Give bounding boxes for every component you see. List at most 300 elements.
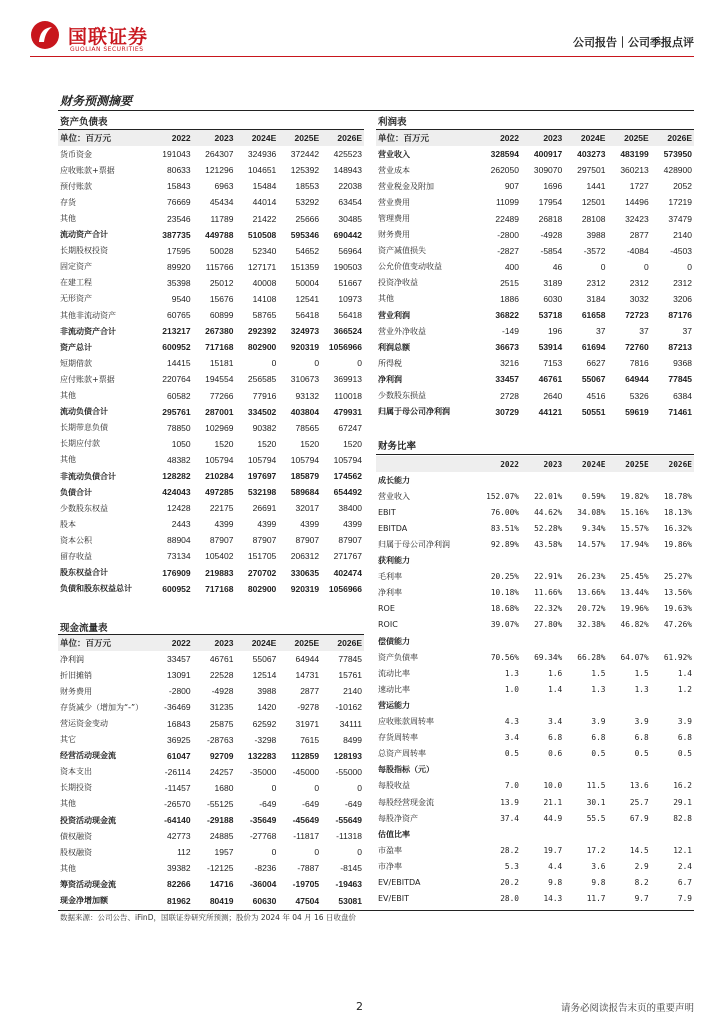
table-row [376,178,694,194]
cell-value: -19705 [292,879,320,890]
cell-value: 50028 [209,245,234,256]
cell-value: 30485 [338,213,362,224]
cell-value: 5326 [629,390,649,401]
cell-value: 0.5 [504,749,519,759]
cell-value: 46 [552,261,563,272]
cell-value: 1520 [343,438,362,449]
row-label: 财务费用 [60,686,92,696]
cell-value: 292392 [247,326,277,337]
cell-value: 33457 [495,374,519,385]
table-row [376,355,694,371]
cell-value: 0 [314,847,320,858]
cell-value: 25875 [209,718,234,729]
cell-value [651,762,694,778]
cell-value: 190503 [333,261,362,272]
cell-value: 53292 [295,197,320,208]
cell-value: 87907 [295,535,320,546]
table-row [376,194,694,210]
cell-value: 128282 [162,471,191,482]
cell-value: 194554 [205,374,234,385]
cell-value: 82266 [167,879,191,890]
row-label: 营业税金及附加 [378,181,434,191]
row-label: 所得税 [378,358,402,368]
table-row [58,210,364,226]
cell-value: -8236 [254,863,277,874]
cell-value: 0 [271,358,277,369]
cell-value: 360213 [620,165,649,176]
cell-value: 256585 [247,374,277,385]
cell-value: 38400 [338,503,362,514]
table-row [58,420,364,436]
row-label: 长期带息负债 [60,423,108,433]
cell-value: 105794 [290,454,320,465]
disclaimer: 请务必阅读报告末页的重要声明 [560,1003,694,1014]
cell-value: 76.00% [490,507,519,517]
cell-value: 3.6 [591,861,606,871]
cell-value: 42773 [167,831,191,842]
cell-value: -4928 [540,229,563,240]
cell-value: 15676 [209,293,234,304]
cell-value: -28763 [207,734,234,745]
cell-value: 196 [548,326,563,337]
cell-value: 14496 [625,197,649,208]
cell-value: 14.3 [543,894,563,904]
row-label: 折旧摊销 [60,670,92,680]
cell-value: 1.3 [504,668,519,678]
cell-value: 46761 [209,654,234,665]
cell-value: 92.89% [490,540,519,550]
row-label: 应收账款周转率 [378,717,434,727]
cell-value: 424043 [162,487,191,498]
table-row [58,259,364,275]
cell-value: 47.26% [663,620,692,630]
cell-value: 10.0 [543,781,563,791]
row-label: 长期应付款 [60,439,100,449]
cell-value [478,762,521,778]
table-row [58,876,364,892]
row-label: 偿债能力 [378,636,410,646]
cell-value: -55649 [335,815,362,826]
cell-value: 270702 [247,567,277,578]
cell-value: 112859 [291,750,320,761]
cell-value: 37.4 [500,813,519,823]
cell-value: 6.8 [548,733,563,743]
cell-value: 30729 [495,406,519,417]
cell-value: 3184 [586,293,606,304]
cell-value: 125392 [290,165,320,176]
cell-value: 66.28% [577,652,606,662]
cell-value: 0.5 [677,749,692,759]
cell-value: 600952 [162,583,191,594]
cell-value: 6.8 [591,733,606,743]
row-label: 存货减少（增加为“-”） [60,702,144,712]
table-row [58,732,364,748]
table-row [58,893,364,909]
unit-label: 单位：百万元 [58,635,150,651]
row-label: 在建工程 [60,278,92,288]
year-header: 2024E [235,130,278,146]
row-label: 市盈率 [378,845,402,855]
cell-value: 3.9 [634,717,649,727]
cell-value: 25.45% [620,572,649,582]
cell-value: 372442 [290,149,320,160]
cell-value: 1957 [214,847,234,858]
row-label: 少数股东损益 [378,391,426,401]
cell-value: 59619 [625,406,649,417]
cell-value: 55067 [581,374,606,385]
row-label: 其他 [60,214,76,224]
table-row [376,649,694,665]
table-row [376,778,694,794]
row-label: 短期借款 [60,358,92,368]
table-row [58,339,364,355]
cell-value: 2515 [500,277,519,288]
cell-value: 19.63% [663,604,692,614]
cell-value: -26114 [164,766,191,777]
cell-value: 28.0 [500,894,519,904]
table-row [58,812,364,828]
row-label: 经营活动现金流 [60,751,116,761]
cell-value: 62592 [252,718,277,729]
row-label: 毛利率 [378,572,402,582]
cell-value: 0 [600,261,606,272]
table-row [58,307,364,323]
cell-value: 27.80% [534,620,563,630]
financial-ratios-table [376,456,694,907]
table-row [376,842,694,858]
year-header: 2022 [478,456,521,472]
table-row [376,794,694,810]
cell-value: 11099 [495,197,519,208]
cell-value: 82.8 [673,813,692,823]
cell-value: 7816 [629,358,649,369]
year-header: 2024E [564,130,607,146]
page-header [30,18,694,54]
cell-value [607,697,650,713]
cell-value: 0 [314,358,320,369]
cell-value: 105794 [205,454,234,465]
cell-value: 132283 [247,750,277,761]
cell-value: 87176 [668,310,692,321]
cell-value: 61658 [581,310,606,321]
cell-value: 1696 [543,181,563,192]
year-header: 2023 [521,456,564,472]
cell-value: -36469 [164,702,191,713]
cell-value: 2728 [500,390,519,401]
cell-value: 176909 [162,567,191,578]
cell-value: 55.5 [586,813,606,823]
cell-value: 44.62% [534,507,563,517]
cell-value: 89920 [167,261,191,272]
cell-value: 3988 [257,686,277,697]
cell-value: 191043 [162,149,191,160]
cell-value: 12.1 [673,845,692,855]
cell-value [521,633,564,649]
cell-value: 54652 [295,245,320,256]
cell-value: 13.9 [500,797,519,807]
row-label: 市净率 [378,861,402,871]
row-label: 少数股东权益 [60,503,108,513]
income-header-row [376,130,694,146]
cell-value: -4928 [211,686,234,697]
table-row [58,468,364,484]
table-row [58,699,364,715]
cell-value: 15.57% [620,523,649,533]
cell-value: 2140 [673,229,692,240]
cash-flow-table [58,635,364,909]
table-row [376,259,694,275]
row-label: 每股指标（元） [378,765,434,775]
cell-value: 197697 [247,471,277,482]
table-row [376,633,694,649]
cell-value [521,697,564,713]
cell-value: 72723 [625,310,649,321]
ratios-title: 财务比率 [378,441,417,452]
cell-value: 31971 [295,718,320,729]
cell-value: 77845 [338,654,362,665]
cell-value: 3.9 [677,717,692,727]
cell-value [521,553,564,569]
row-label: 流动比率 [378,668,410,678]
cell-value: 92709 [209,750,234,761]
cell-value: 60630 [252,895,277,906]
cell-value [607,633,650,649]
year-header: 2026E [651,456,694,472]
row-label: 现金净增加额 [60,896,108,906]
cell-value: 60899 [209,310,234,321]
cell-value: 19.96% [620,604,649,614]
balance-sheet-table [58,130,364,597]
cell-value: 46761 [538,374,563,385]
cell-value: 1520 [300,438,320,449]
row-label: 应付账款+票据 [60,374,115,384]
cell-value: -55000 [335,766,362,777]
row-label: 营业收入 [378,149,410,159]
table-row [376,553,694,569]
cell-value: 83.51% [490,523,519,533]
cell-value: 16.2 [673,781,692,791]
cell-value: -64140 [164,815,191,826]
cell-value: 58765 [252,310,277,321]
cell-value: 81962 [167,895,191,906]
cell-value: 71461 [668,406,692,417]
cell-value: 328594 [490,149,519,160]
table-row [376,665,694,681]
cell-value: -4084 [626,245,649,256]
cell-value: 7615 [300,734,320,745]
cell-value: 93132 [295,390,320,401]
cell-value: 3216 [500,358,519,369]
table-row [376,601,694,617]
cell-value: 600952 [162,342,191,353]
cell-value: 45434 [209,197,234,208]
row-label: 流动资产合计 [60,230,108,240]
cell-value: 1.2 [677,684,692,694]
cell-value: 6.7 [677,877,692,887]
cell-value: 32423 [625,213,649,224]
cell-value: 105794 [333,454,362,465]
cell-value: 53914 [538,342,563,353]
cell-value: 2140 [343,686,362,697]
cell-value: 110018 [334,390,362,401]
cell-value: 1.6 [548,668,563,678]
cell-value: -10162 [335,702,362,713]
cell-value: 2443 [171,519,191,530]
section-divider [58,110,694,111]
cell-value: -11318 [336,831,362,842]
year-header: 2022 [478,130,521,146]
cell-value: 573950 [663,149,692,160]
table-row [58,388,364,404]
row-label: 每股经营现金流 [378,797,434,807]
cell-value: 425523 [333,149,362,160]
cell-value: 330635 [290,567,320,578]
cell-value: 152.07% [486,491,519,501]
table-row [58,194,364,210]
cell-value: 52.28% [534,523,563,533]
row-label: 存货 [60,197,76,207]
table-row [58,291,364,307]
cell-value: 2877 [300,686,320,697]
row-label: 货币资金 [60,149,92,159]
cell-value: 7.9 [677,894,692,904]
cell-value: 77916 [252,390,277,401]
cell-value: 37479 [668,213,692,224]
table-row [376,520,694,536]
cell-value: 9.7 [634,894,649,904]
cell-value: 12501 [581,197,606,208]
row-label: 长期股权投资 [60,246,108,256]
table-row [58,828,364,844]
year-header: 2025E [607,130,650,146]
cell-value: 295761 [162,406,191,417]
cell-value: 52340 [252,245,277,256]
cell-value: 53718 [538,310,563,321]
row-label: 资产负债率 [378,652,418,662]
cell-value: 403273 [577,149,606,160]
cell-value: 2312 [629,277,649,288]
cell-value: 1056966 [328,583,362,594]
cell-value: 4399 [300,519,320,530]
cell-value: 32017 [295,503,320,514]
cell-value: 46.82% [620,620,649,630]
cell-value [564,553,607,569]
cell-value: 2312 [673,277,692,288]
table-row [58,162,364,178]
cell-value: 9540 [171,293,191,304]
cell-value: 3206 [673,293,692,304]
cell-value: 87907 [252,535,277,546]
cell-value: 105402 [205,551,234,562]
cell-value: -8145 [340,863,362,874]
cell-value: 4399 [343,519,362,530]
row-label: 营业成本 [378,165,410,175]
cell-value: 50551 [581,406,606,417]
cashflow-title: 现金流量表 [60,623,108,634]
year-header: 2025E [607,456,650,472]
cell-value: 31235 [209,702,234,713]
cell-value: 11.66% [534,588,563,598]
cell-value: 102969 [205,422,234,433]
income-title: 利润表 [378,117,407,128]
cell-value: 1727 [629,181,649,192]
cell-value: 1.3 [591,684,606,694]
cell-value: 15761 [338,670,362,681]
cell-value: 0 [271,782,277,793]
row-label: 营业费用 [378,197,410,207]
cell-value: 595346 [290,229,320,240]
row-label: 存货周转率 [378,733,418,743]
report-type: 公司报告｜公司季报点评 [573,36,694,49]
cell-value: 4516 [586,390,606,401]
table-row [58,683,364,699]
row-label: 营业收入 [378,491,410,501]
cell-value [607,553,650,569]
cell-value: 14.5 [629,845,649,855]
cell-value: 32.38% [577,620,606,630]
row-label: EV/EBIT [378,894,410,904]
cell-value: 78850 [167,422,191,433]
row-label: 资本公积 [60,535,92,545]
cell-value: 112 [177,847,191,858]
table-row [58,667,364,683]
cell-value: -35000 [249,766,277,777]
cell-value: -7887 [297,863,320,874]
cell-value: 55067 [252,654,277,665]
table-row [376,826,694,842]
cell-value: 6384 [673,390,692,401]
cell-value: 6627 [586,358,606,369]
cell-value: 589684 [290,487,320,498]
cell-value: 39.07% [490,620,519,630]
cell-value: 13091 [167,670,191,681]
cell-value: 104651 [247,165,277,176]
cell-value: 35398 [167,277,191,288]
table-row [58,764,364,780]
table-row [58,651,364,667]
table-row [58,715,364,731]
row-label: 股本 [60,519,76,529]
cell-value: 64944 [625,374,649,385]
row-label: 投资活动现金流 [60,815,116,825]
year-header: 2023 [521,130,564,146]
page-number: 2 [356,1000,363,1013]
cell-value: 25.27% [663,572,692,582]
cell-value: 0.5 [634,749,649,759]
cell-value: 297501 [577,165,606,176]
row-label: 估值比率 [378,829,410,839]
cell-value: 77266 [209,390,234,401]
row-label: 资产减值损失 [378,246,426,256]
cell-value: 483199 [620,149,649,160]
cell-value: 1520 [214,438,234,449]
cell-value: -11457 [164,782,191,793]
cell-value: 50004 [295,277,320,288]
row-label: 净利润 [378,374,402,384]
cell-value: 428900 [663,165,692,176]
table-row [58,323,364,339]
table-row [58,484,364,500]
year-header: 2023 [193,130,236,146]
row-label: 资本支出 [60,767,92,777]
cell-value: 11.7 [586,894,606,904]
cell-value: 21.1 [543,797,563,807]
section-title: 财务预测摘要 [60,94,133,108]
cell-value: 3.9 [591,717,606,727]
cell-value: 37 [682,326,692,337]
table-row [376,243,694,259]
cell-value [564,697,607,713]
